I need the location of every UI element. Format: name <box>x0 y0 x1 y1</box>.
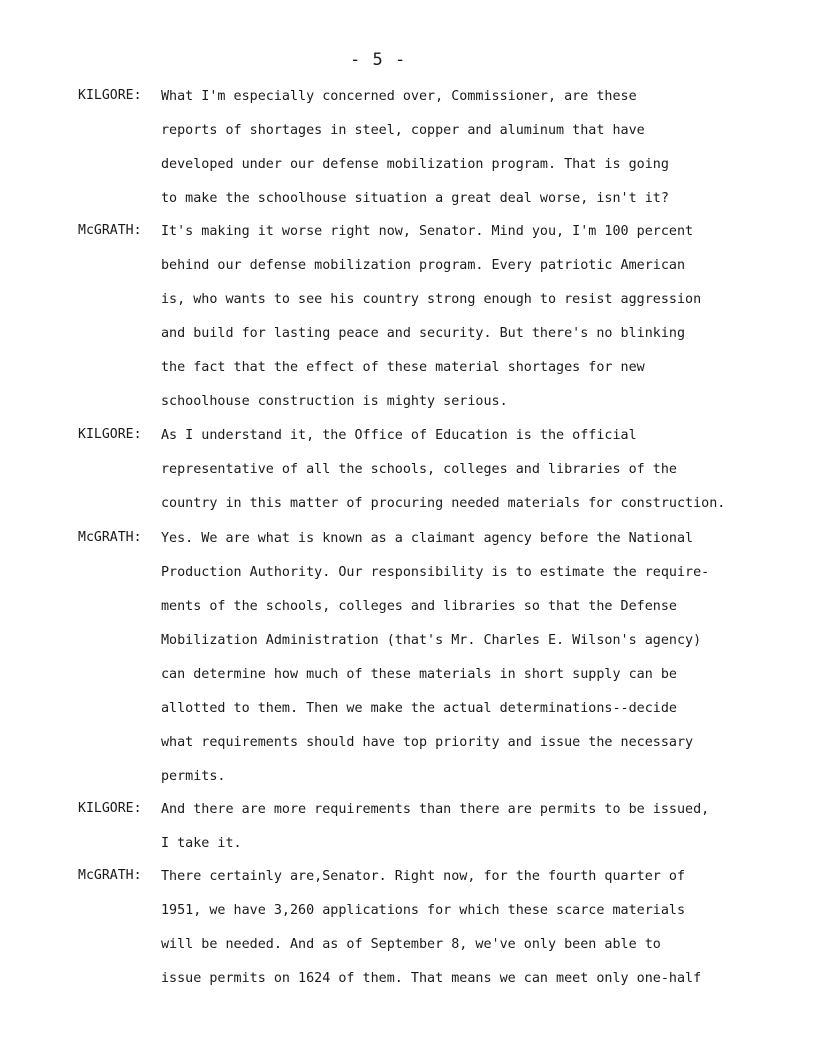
speaker-label: McGRATH: <box>78 223 142 238</box>
text-line: And there are more requirements than there are permits to be issued, <box>161 802 710 817</box>
text-line: is, who wants to see his country strong enough to resist aggression <box>161 292 702 307</box>
page-number: - 5 - <box>350 50 407 70</box>
text-line: permits. <box>161 769 226 784</box>
text-line: and build for lasting peace and security. But there's no blinking <box>161 326 686 341</box>
text-line: issue permits on 1624 of them. That means we can meet only one-half <box>161 971 702 986</box>
text-line: representative of all the schools, colleges and libraries of the <box>161 462 677 477</box>
text-line: allotted to them. Then we make the actual determinations--decide <box>161 701 677 716</box>
text-line: can determine how much of these materials in short supply can be <box>161 667 677 682</box>
text-line: behind our defense mobilization program. Every patriotic American <box>161 258 686 273</box>
text-line: Production Authority. Our responsibility is to estimate the require- <box>161 565 710 580</box>
text-line: 1951, we have 3,260 applications for which these scarce materials <box>161 903 686 918</box>
text-line: to make the schoolhouse situation a great deal worse, isn't it? <box>161 191 669 206</box>
text-line: developed under our defense mobilization program. That is going <box>161 157 669 172</box>
text-line: It's making it worse right now, Senator. Mind you, I'm 100 percent <box>161 224 694 239</box>
speech-text <box>161 427 801 529</box>
speech-text <box>161 223 801 427</box>
speech-text <box>161 868 801 1004</box>
text-line: what requirements should have top priority and issue the necessary <box>161 735 694 750</box>
text-line: schoolhouse construction is mighty serious. <box>161 394 508 409</box>
speaker-label: KILGORE: <box>78 88 142 103</box>
speaker-label: KILGORE: <box>78 427 142 442</box>
text-line: I take it. <box>161 836 242 851</box>
speech-text <box>161 801 801 869</box>
text-line: will be needed. And as of September 8, we've only been able to <box>161 937 661 952</box>
text-line: There certainly are,Senator. Right now, for the fourth quarter of <box>161 869 686 884</box>
speaker-label: McGRATH: <box>78 530 142 545</box>
text-line: What I'm especially concerned over, Commissioner, are these <box>161 89 637 104</box>
text-line: country in this matter of procuring needed materials for construction. <box>161 496 726 511</box>
text-line: Mobilization Administration (that's Mr. Charles E. Wilson's agency) <box>161 633 702 648</box>
speaker-label: KILGORE: <box>78 801 142 816</box>
text-line: the fact that the effect of these material shortages for new <box>161 360 645 375</box>
text-line: As I understand it, the Office of Education is the official <box>161 428 637 443</box>
speaker-label: McGRATH: <box>78 868 142 883</box>
text-line: reports of shortages in steel, copper and aluminum that have <box>161 123 645 138</box>
speech-text <box>161 88 801 224</box>
text-line: ments of the schools, colleges and libraries so that the Defense <box>161 599 677 614</box>
speech-text <box>161 530 801 802</box>
text-line: Yes. We are what is known as a claimant agency before the National <box>161 531 694 546</box>
